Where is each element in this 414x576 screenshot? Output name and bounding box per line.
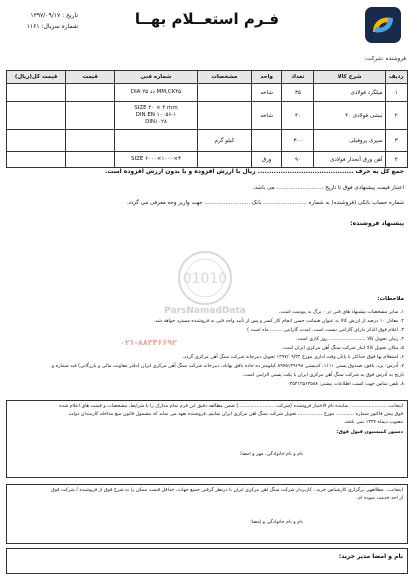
header-total-price: قیمت کل(ریال) bbox=[7, 71, 66, 84]
commission-order: دستور کمیسیون قبول فوق: bbox=[336, 430, 403, 435]
header-row-no: ردیف bbox=[385, 71, 407, 84]
form-serial: شماره سریال: ۱۱۶۱ bbox=[26, 23, 78, 30]
cell-quantity: ۹۰ bbox=[282, 152, 314, 168]
seller-label: فروشنده :شرکت: bbox=[364, 56, 406, 62]
table-row bbox=[7, 130, 408, 152]
cell-specs: کیلو گرم bbox=[197, 130, 251, 152]
cell-total-price[interactable] bbox=[7, 130, 66, 152]
cell-quantity: ۳۰۰ bbox=[282, 130, 314, 152]
seller-proposal-title: پیشنهاد فروشنده: bbox=[350, 220, 404, 227]
table-row bbox=[7, 84, 408, 102]
declaration-line: فوق پیش فاکتور شماره ............ مورخ ...............، تحویل شرکت سنگ آهن مرکزی ایران نماییم. فروشنده تعهد می نماید که مشمول قانون منع مداخله کارمندان دولت bbox=[68, 412, 403, 417]
notes-list bbox=[10, 308, 404, 389]
cell-tech-number bbox=[115, 130, 197, 152]
note-item: ۶. استعلام بها فوق حداکثر تا پایان وقت اداری مورخ ۱۳۹۷/۰۹/۲۴ تحویل دبیرخانه شرکت سنگ آهن مرکزی گردد. bbox=[182, 355, 404, 360]
cell-tech-number: SIZE ۴۰ × ۴ mm DIN EN ۱۰۰۵۶-۱ DIN۱۰۲۸ bbox=[115, 102, 197, 130]
cell-unit: شاخه bbox=[251, 84, 281, 102]
declaration-line: از اخذ خدمت نموده ام . bbox=[355, 496, 403, 501]
cell-price[interactable] bbox=[66, 152, 115, 168]
note-item: ۴. زمان تحویل کالا ........................ روز کاری است. bbox=[296, 337, 404, 342]
seller-declaration bbox=[7, 401, 407, 461]
cell-tech-number: SIZE ۶۰۰۰×۱۰۰۰×۳ bbox=[115, 152, 197, 168]
note-item: ۷. آدرس: یزد، بافق، صندوق پستی ۱۱۱۱، کدپستی ۸۹۷۵۱۳۹۶۹۸ کیلومتر ده جاده بافق بهاباد، دبیرخانه شرکت سنگ آهن مرکزی ایران (دفتر معاونت مالی و بازرگانی) فیه شماره و bbox=[51, 364, 404, 369]
table-row bbox=[7, 152, 408, 168]
note-item: ۱. سایر مشخصات پیشنهاد های فنی در ۰ برگ به پیوست است. bbox=[278, 310, 404, 315]
cell-description: سپری پروفیلی bbox=[314, 130, 385, 152]
cell-total-price[interactable] bbox=[7, 102, 66, 130]
note-item: ۳. اعلام فوق الذکر دارای گارانتی نیست است. امدت گارانتی ........ ماه است ) bbox=[247, 328, 404, 333]
buyer-declaration bbox=[7, 485, 407, 529]
header-description: شرح کالا bbox=[314, 71, 385, 84]
cell-specs bbox=[197, 152, 251, 168]
form-date: تاریخ : ۱۳۹۷/۰۹/۱۷ bbox=[30, 12, 78, 19]
cell-total-price[interactable] bbox=[7, 84, 66, 102]
bank-account-line: شماره حساب بانکی (فروشنده) به شماره ......................... بانک .......................... جهت واریز وجه معرفی می گردد. bbox=[126, 200, 404, 206]
cell-total-price[interactable] bbox=[7, 152, 66, 168]
watermark-phone: ۰۲۱-۸۸۳۴۶۶۹۲ bbox=[120, 338, 178, 347]
table-row bbox=[7, 102, 408, 130]
declaration-line: اینجانب ........................ نماینده تام الاختیار فروشنده (شرکت ........................) ضمن مطالعه دقیق این فرم تمام مدارک را با شرایط، مشخصات و قیمت های اعلام شده bbox=[59, 404, 403, 409]
cell-unit: ورق bbox=[251, 152, 281, 168]
note-item: ۸. تلفن تماس جهت کسب اطلاعات بیشتر: ۰۳۵۳۱۲۵۶۴۵۸۸ bbox=[287, 382, 404, 387]
cell-description: میلگرد فولادی bbox=[314, 84, 385, 102]
cell-unit bbox=[251, 130, 281, 152]
cell-row-no: ۱ bbox=[385, 84, 407, 102]
form-header bbox=[6, 4, 408, 52]
notes-title: ملاحظات: bbox=[377, 296, 404, 302]
header-unit: واحد bbox=[251, 71, 281, 84]
note-item: تاریخ به آدرس فوق به شرکت سنگ آهن مرکزی ایران یا پکت پستی الزامی است. bbox=[242, 373, 404, 378]
cell-quantity: ۴۰ bbox=[282, 102, 314, 130]
header-specs: مشخصات bbox=[197, 71, 251, 84]
header-quantity: تعداد bbox=[282, 71, 314, 84]
cell-description: آهن ورق آنجدار فولادی bbox=[314, 152, 385, 168]
cell-price[interactable] bbox=[66, 102, 115, 130]
watermark-site: ParsNamadData bbox=[164, 306, 246, 316]
declaration-line: مصوب دیماه ۱۳۳۷ نمی باشد. bbox=[343, 420, 403, 425]
cell-quantity: ۳۵ bbox=[282, 84, 314, 102]
total-in-words: جمع کل به حرف .......................................... ریال با ارزش افزوده و یا بدون ارزش افزوده است. bbox=[105, 168, 404, 175]
seller-declaration-box bbox=[6, 400, 408, 478]
note-item: ۲. معادل ۱۰ درصد از ارزش کالا به عنوان ضمانت حسن انجام کار کسر و پس از تأیید واحد فنی به فروشنده مسترد خواهد شد. bbox=[153, 319, 404, 324]
note-item: ۵. مکان تحویل کالا انبار شرکت سنگ آهن مرکزی ایران است. bbox=[281, 346, 404, 351]
purchase-manager-signature: نام و امضا مدیر خرید: bbox=[338, 553, 403, 560]
header-tech-number: شماره فنی bbox=[115, 71, 197, 84]
cell-price[interactable] bbox=[66, 130, 115, 152]
cell-unit: شاخه bbox=[251, 102, 281, 130]
buyer-declaration-box bbox=[6, 484, 408, 544]
watermark-stamp-icon bbox=[150, 250, 260, 306]
seller-signature-label: نام و نام خانوادگی، مهر و امضا: bbox=[239, 452, 303, 457]
cell-tech-number: DIA ۲۵ دد MM,CK۴۵ bbox=[115, 84, 197, 102]
declaration-line: اینجانب ، مطالعهی برگزاری کارشناس خرید ، کاربردار شرکت سنگ آهن مرکزی ایران با درنظر گرفتن جمیع جهات، حداقل قیمت ممکن را به شرح فوق از فروشنده / شرکت فوق bbox=[51, 488, 403, 493]
form-title: فـرم استعــلام بهــا bbox=[134, 10, 280, 28]
cell-row-no: ۲ bbox=[385, 102, 407, 130]
cell-price[interactable] bbox=[66, 84, 115, 102]
purchase-manager-box bbox=[6, 548, 408, 574]
table-header-row bbox=[7, 71, 408, 84]
cell-row-no: ۴ bbox=[385, 152, 407, 168]
buyer-signature-label: نام و نام خانوادگی و امضا: bbox=[250, 520, 303, 525]
cell-row-no: ۳ bbox=[385, 130, 407, 152]
watermark-digits: 01010 bbox=[182, 271, 228, 287]
cell-specs bbox=[197, 84, 251, 102]
validity-line: اعتبار قیمت پیشنهادی فوق تا تاریخ ........................... می باشد. bbox=[252, 185, 404, 191]
header-price: قیمت bbox=[66, 71, 115, 84]
cell-description: نبشی فولادی ۴۰ bbox=[314, 102, 385, 130]
cell-specs bbox=[197, 102, 251, 130]
form-meta bbox=[8, 10, 78, 32]
items-table bbox=[6, 70, 408, 168]
